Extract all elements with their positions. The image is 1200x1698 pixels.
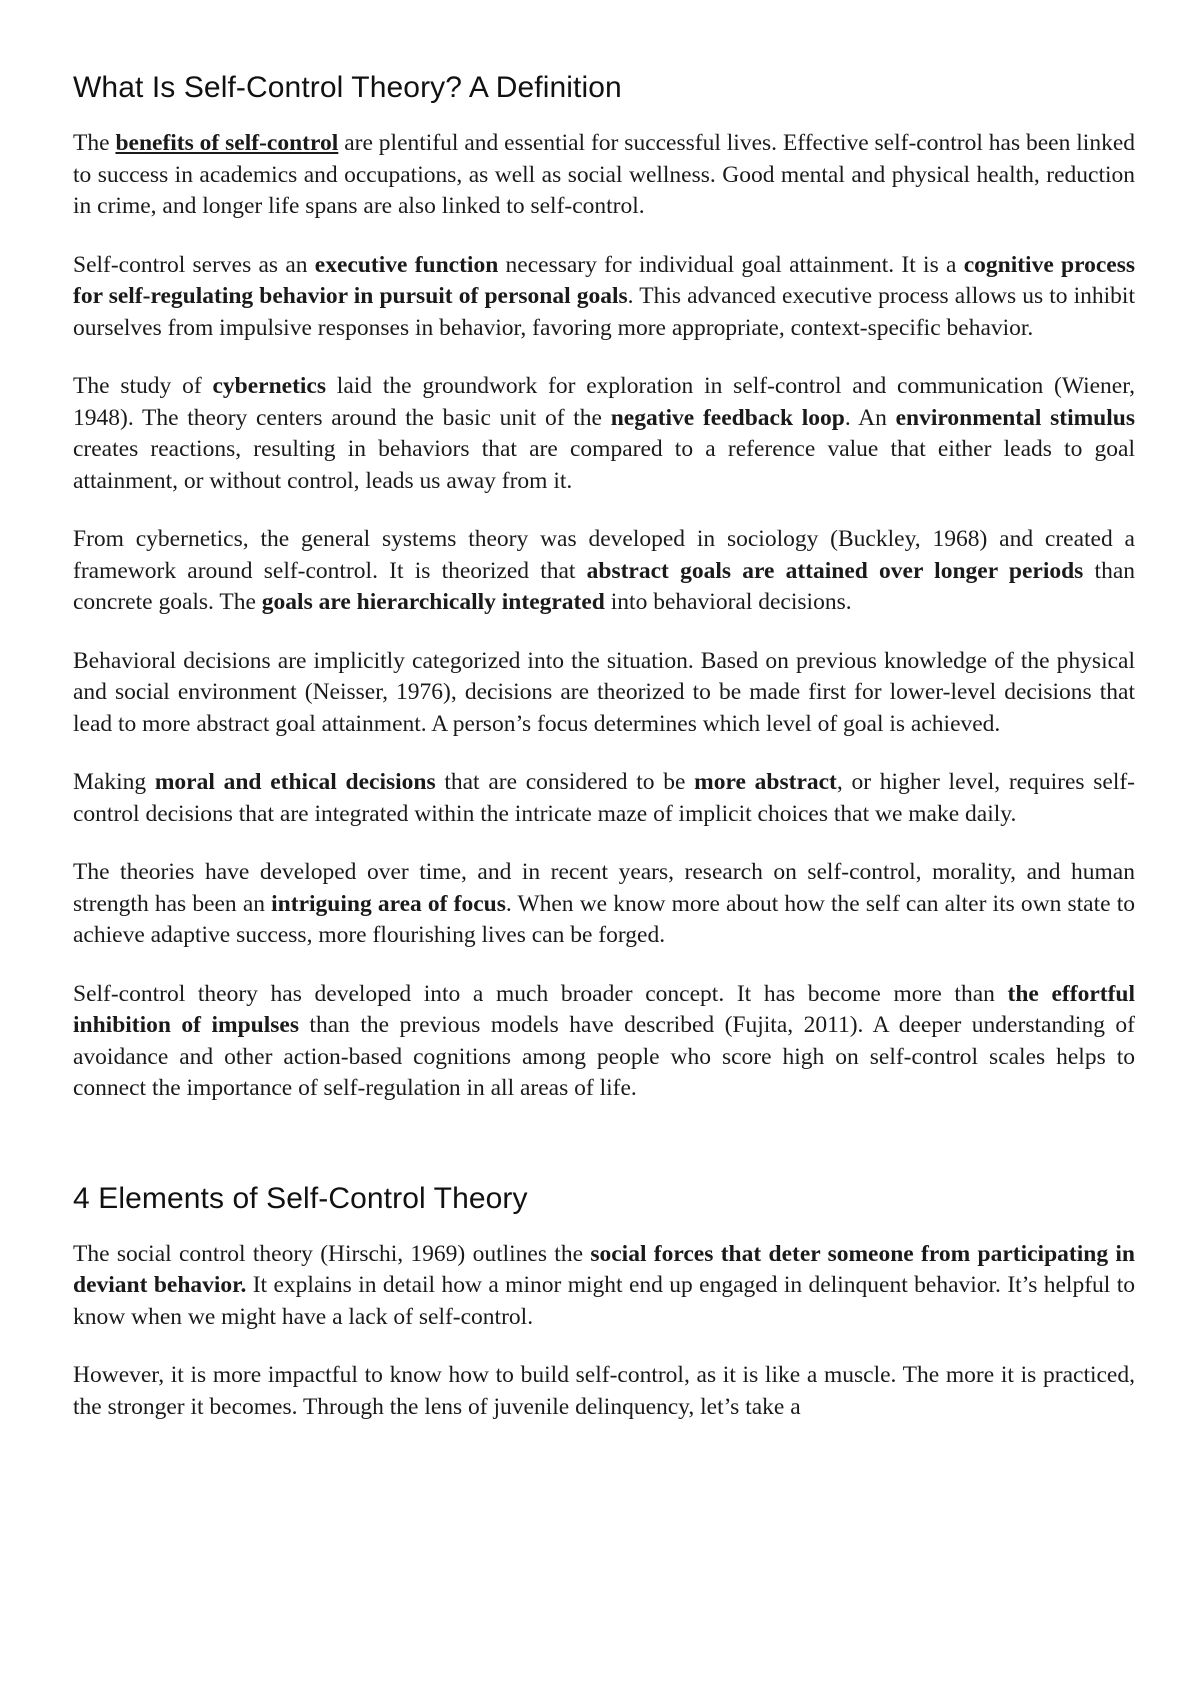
paragraph-recent-research [73, 857, 1135, 952]
bold-term: intriguing area of focus [271, 890, 506, 917]
paragraph-benefits [73, 128, 1135, 223]
paragraph-cybernetics [73, 371, 1135, 497]
text-run: , or higher level, requires self-control decisions that are integrated within the intricate maze of implicit choices that we make daily. [73, 769, 1135, 827]
text-run: . This advanced executive process allows us to inhibit ourselves from impulsive responses in behavior, favoring more appropriate, context-specific behavior. [73, 283, 1135, 341]
bold-term: cybernetics [212, 373, 326, 399]
text-run: than concrete goals. The [73, 557, 1136, 615]
text-run: Behavioral decisions are implicitly categorized into the situation. Based on previous knowledge of the physical and social environment (Neisser, 1976), decisions are theorized to be made first for lower-level decisions that lead to more abstract goal attainment. A person’s focus determines which level of goal is achieved. [73, 647, 1135, 737]
section-heading-elements: 4 Elements of Self-Control Theory [73, 1181, 528, 1215]
text-run: The study of [73, 373, 213, 399]
text-run: . An [844, 404, 896, 431]
bold-term: executive function [314, 251, 499, 278]
section-heading-definition: What Is Self-Control Theory? A Definition [73, 71, 622, 104]
paragraph-general-systems-theory [73, 524, 1135, 619]
text-run: It explains in detail how a minor might end up engaged in delinquent behavior. It’s helpful to know when we might have a lack of self-control. [73, 1272, 1135, 1330]
paragraph-build-self-control [73, 1360, 1135, 1423]
text-run: that are considered to be [435, 769, 695, 795]
text-run: Self-control serves as an [73, 251, 315, 278]
text-run: From cybernetics, the general systems theory was developed in sociology (Buckley, 1968) and created a framework around self-control. It is theorized that [73, 526, 1135, 584]
text-run: . When we know more about how the self can alter its own state to achieve adaptive success, more flourishing lives can be forged. [73, 890, 1135, 948]
bold-term: negative feedback loop [610, 404, 845, 431]
bold-term: cognitive process for self-regulating behavior in pursuit of personal goals [73, 251, 1135, 309]
paragraph-behavioral-decisions [73, 646, 1135, 741]
text-run: The theories have developed over time, and in recent years, research on self-control, morality, and human strength has been an [73, 859, 1135, 917]
paragraph-executive-function [73, 250, 1135, 345]
benefits-of-self-control-link[interactable]: benefits of self-control [115, 130, 339, 156]
bold-term: goals are hierarchically integrated [261, 589, 605, 615]
paragraph-social-control-theory [73, 1239, 1135, 1334]
text-run: necessary for individual goal attainment. It is a [498, 251, 964, 278]
bold-term: environmental stimulus [895, 404, 1135, 431]
text-run: are plentiful and essential for successful lives. Effective self-control has been linked to success in academics and occupations, as well as social wellness. Good mental and physical health, reduction in crime, and longer life spans are also linked to self-control. [73, 130, 1135, 219]
text-run: than the previous models have described (Fujita, 2011). A deeper understanding of avoidance and other action-based cognitions among people who score high on self-control scales helps to connect the importance of self-regulation in all areas of life. [73, 1012, 1135, 1101]
paragraph-moral-decisions [73, 767, 1135, 830]
text-run: laid the groundwork for exploration in self-control and communication (Wiener, 1948). The theory centers around the basic unit of the [73, 373, 1135, 431]
text-run: Self-control theory has developed into a much broader concept. It has become more than [73, 980, 1008, 1007]
bold-term: more abstract [694, 769, 837, 795]
document-page [73, 70, 1135, 1423]
bold-term: social forces that deter someone from participating in deviant behavior. [73, 1240, 1136, 1298]
bold-term: moral and ethical decisions [154, 769, 436, 795]
text-run: The [73, 130, 116, 156]
text-run: Making [73, 769, 155, 795]
text-run: However, it is more impactful to know how to build self-control, as it is like a muscle. The more it is practiced, the stronger it becomes. Through the lens of juvenile delinquency, let’s take a [73, 1362, 1135, 1420]
bold-term: the effortful inhibition of impulses [73, 980, 1136, 1038]
text-run: into behavioral decisions. [604, 589, 852, 615]
bold-term: abstract goals are attained over longer periods [586, 557, 1084, 584]
paragraph-broader-concept [73, 979, 1135, 1105]
text-run: creates reactions, resulting in behaviors that are compared to a reference value that either leads to goal attainment, or without control, leads us away from it. [73, 436, 1135, 494]
text-run: The social control theory (Hirschi, 1969) outlines the [73, 1240, 591, 1267]
